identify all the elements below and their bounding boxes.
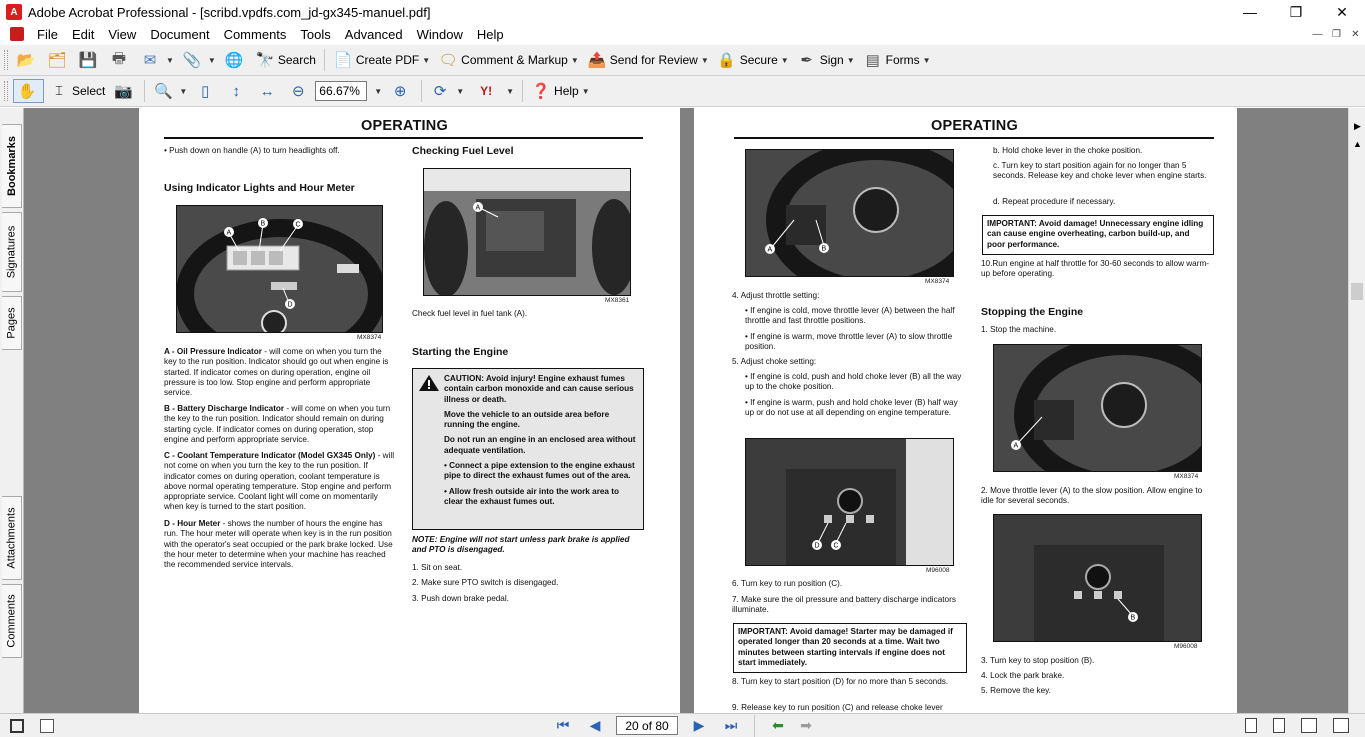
headlights-bullet: • Push down on handle (A) to turn headlights off.: [164, 146, 340, 155]
tab-signatures[interactable]: [2, 212, 22, 292]
indicator-d-body: - shows the number of hours the engine has run. The hour meter will operate when key is in the run position with the operator's seat occupied or the park brake locked. Use the hour meter to determine when your machine has reached the recommended service intervals.: [164, 519, 393, 570]
stop-step-3: 3. Turn key to stop position (B).: [981, 656, 1095, 665]
previous-view-button[interactable]: ⬅: [772, 717, 784, 733]
tab-comments-label: Comments: [5, 594, 18, 648]
section-heading-stopping: Stopping the Engine: [981, 306, 1084, 318]
step-3: 3. Push down brake pedal.: [412, 594, 509, 603]
fuel-text: Check fuel level in fuel tank (A).: [412, 309, 528, 318]
important-box-starter: IMPORTANT: Avoid damage! Starter may be damaged if operated longer than 20 seconds at a time. Wait two minutes between starting intervals if engine does not start immediately.: [733, 623, 967, 673]
comment-icon: 🗨: [438, 52, 458, 69]
fit-width-icon: ↔: [259, 82, 275, 100]
separator: [144, 80, 145, 102]
label-d: D: [814, 542, 820, 550]
page-number-input[interactable]: 20 of 80: [616, 716, 678, 735]
step-8: 8. Turn key to start position (D) for no more than 5 seconds.: [732, 677, 949, 686]
figure-caption: MX8374: [357, 334, 382, 341]
figure-caption: MX8374: [925, 278, 950, 285]
toolbar-grip[interactable]: [4, 50, 8, 70]
continuous-facing-layout-icon[interactable]: [1333, 718, 1349, 733]
dashboard-illustration: [177, 206, 383, 333]
label-b: B: [821, 245, 827, 253]
step-b: b. Hold choke lever in the choke position.: [993, 146, 1143, 155]
status-bar: [0, 713, 1365, 737]
select-label: Select: [72, 84, 106, 98]
tab-pages-label: Pages: [5, 307, 18, 339]
separator: [522, 80, 523, 102]
stop-step-4: 4. Lock the park brake.: [981, 671, 1065, 680]
key-switch-image: [745, 438, 954, 566]
fit-page-button[interactable]: [223, 79, 252, 103]
dashboard-image: [176, 205, 383, 333]
zoom-dropdown[interactable]: ▼: [374, 86, 383, 96]
page-header: OPERATING: [361, 118, 448, 134]
navigation-panel: [0, 108, 24, 713]
note-text: NOTE: Engine will not start unless park brake is applied and PTO is disengaged.: [412, 535, 630, 555]
zoom-out-button[interactable]: [285, 79, 314, 103]
vertical-scrollbar[interactable]: [1348, 108, 1365, 713]
menu-document[interactable]: Document: [150, 26, 210, 42]
stop-step-1: 1. Stop the machine.: [981, 325, 1057, 334]
panel-toggle-icon[interactable]: [10, 719, 24, 733]
lock-icon: 🔒: [717, 52, 737, 69]
review-icon: 📤: [587, 52, 607, 69]
yahoo-icon: Y!: [480, 84, 493, 98]
snapshot-button[interactable]: [110, 79, 139, 103]
rotate-icon: ⟳: [433, 83, 447, 100]
step-6: 6. Turn key to run position (C).: [732, 579, 843, 588]
forms-label: Forms: [885, 53, 920, 67]
label-c: C: [833, 542, 839, 550]
select-tool-button[interactable]: [46, 79, 108, 103]
window-controls: [1227, 0, 1365, 24]
indicator-a-text: [164, 347, 396, 398]
create-pdf-label: Create PDF: [355, 53, 420, 67]
tab-signatures-label: Signatures: [5, 225, 18, 279]
caution-text-3: Do not run an engine in an enclosed area without adequate ventilation.: [444, 435, 636, 455]
send-for-review-label: Send for Review: [609, 53, 698, 67]
label-c: C: [295, 221, 301, 229]
warning-icon: [418, 374, 440, 392]
email-button[interactable]: ✉ ▼: [137, 48, 177, 72]
indicator-a-title: A - Oil Pressure Indicator: [164, 347, 262, 356]
menu-comments[interactable]: Comments: [223, 26, 287, 42]
next-view-button[interactable]: ➡: [800, 717, 812, 733]
first-page-button[interactable]: ⏮: [556, 717, 570, 733]
forms-button[interactable]: ▤ Forms ▼: [860, 48, 934, 72]
page-options-icon[interactable]: [40, 719, 54, 733]
indicator-b-body: - will come on when you turn the key to the run position. Indicator should remain on during starting cycle. If indicator comes on during operation, stop engine and perform appropriate service.: [164, 404, 391, 444]
help-button[interactable]: ❓ Help ▼: [531, 83, 590, 100]
create-pdf-icon: 📄: [333, 52, 353, 69]
last-page-button[interactable]: ⏭: [724, 717, 738, 733]
organizer-icon: 🗂: [47, 52, 67, 69]
sign-button[interactable]: ✒ Sign ▼: [794, 48, 858, 72]
doc-restore-icon[interactable]: ❐: [1332, 28, 1341, 40]
email-icon: ✉: [143, 52, 157, 69]
steering-wheel-illustration: [746, 150, 954, 277]
send-for-review-button[interactable]: 📤 Send for Review ▼: [587, 52, 709, 69]
step-7: 7. Make sure the oil pressure and battery discharge indicators illuminate.: [732, 595, 956, 615]
page-header: OPERATING: [931, 118, 1018, 134]
caution-box: [412, 368, 644, 530]
caution-text-1: CAUTION: Avoid injury! Engine exhaust fumes contain carbon monoxide and can cause serious illness or death.: [444, 374, 634, 404]
label-a: A: [767, 246, 773, 254]
print-button[interactable]: [106, 48, 135, 72]
section-heading-indicators: Using Indicator Lights and Hour Meter: [164, 182, 355, 194]
zoom-in-tool-button[interactable]: 🔍 ▼: [154, 83, 188, 100]
throttle-choke-image: [745, 149, 954, 277]
rotate-button[interactable]: ⟳ ▼: [427, 79, 467, 103]
tab-pages[interactable]: [2, 296, 22, 350]
pdf-icon: A: [6, 4, 22, 20]
folder-icon: 📂: [16, 52, 36, 69]
figure-caption: M96008: [926, 567, 950, 574]
label-b: B: [1130, 614, 1136, 622]
paperclip-icon: 📎: [182, 52, 202, 69]
toolbar-grip[interactable]: [4, 81, 8, 101]
indicator-d-text: [164, 519, 396, 570]
stop-key-image: [993, 514, 1202, 642]
step-4-warm: • If engine is warm, move throttle lever (A) to slow throttle position.: [745, 332, 953, 352]
indicator-c-text: [164, 451, 396, 513]
hand-icon: ✋: [17, 83, 37, 100]
minimize-icon[interactable]: —: [1243, 4, 1257, 20]
caution-text-2: Move the vehicle to an outside area before running the engine.: [444, 409, 610, 430]
title-bar: [0, 0, 1365, 24]
separator: [754, 715, 755, 737]
step-4-cold: • If engine is cold, move throttle lever (A) between the half throttle and fast throttle positions.: [745, 306, 955, 326]
plus-circle-icon: ⊕: [393, 83, 407, 100]
secure-label: Secure: [739, 53, 778, 67]
caution-text-5: • Allow fresh outside air into the work area to clear the exhaust fumes out.: [444, 486, 619, 506]
search-label: Search: [277, 53, 316, 67]
open-button[interactable]: [13, 48, 42, 72]
fit-page-icon: ↕: [232, 82, 241, 100]
indicator-b-title: B - Battery Discharge Indicator: [164, 404, 285, 413]
label-b: B: [260, 220, 266, 228]
figure-caption: MX8374: [1174, 473, 1199, 480]
menu-view[interactable]: View: [108, 26, 137, 42]
view-toolbar: [0, 76, 1365, 107]
step-5: 5. Adjust choke setting:: [732, 357, 817, 366]
zoom-in-button[interactable]: [387, 79, 416, 103]
separator: [421, 80, 422, 102]
create-pdf-button[interactable]: 📄 Create PDF ▼: [333, 52, 431, 69]
print-icon: 🖶: [111, 49, 127, 67]
fuel-tank-image: [423, 168, 631, 296]
menu-bar: [0, 24, 1365, 44]
magnifier-icon: 🔍: [154, 83, 173, 100]
menu-help[interactable]: Help: [476, 26, 504, 42]
stop-wheel-illustration: [994, 345, 1202, 472]
comment-markup-label: Comment & Markup: [461, 53, 568, 67]
document-window-controls: [1308, 24, 1365, 44]
scrollbar-thumb[interactable]: [1351, 283, 1363, 300]
globe-icon: 🌐: [224, 52, 244, 69]
step-4: 4. Adjust throttle setting:: [732, 291, 820, 300]
hand-tool-button[interactable]: [13, 79, 44, 103]
help-icon: ❓: [531, 83, 551, 100]
secure-button[interactable]: 🔒 Secure ▼: [717, 52, 789, 69]
stop-step-5: 5. Remove the key.: [981, 686, 1051, 695]
step-2: 2. Make sure PTO switch is disengaged.: [412, 578, 559, 587]
fit-width-button[interactable]: [254, 79, 283, 103]
pdf-page-right: [694, 108, 1237, 713]
header-rule: [164, 137, 643, 139]
section-heading-fuel: Checking Fuel Level: [412, 145, 514, 157]
facing-layout-icon[interactable]: [1301, 718, 1317, 733]
sign-label: Sign: [819, 53, 844, 67]
cursor-icon: ⌶: [55, 83, 63, 98]
camera-icon: 📷: [114, 83, 133, 100]
menu-advanced[interactable]: Advanced: [344, 26, 403, 42]
label-a: A: [1013, 442, 1019, 450]
stop-throttle-image: [993, 344, 1202, 472]
stop-step-2: 2. Move throttle lever (A) to the slow position. Allow engine to idle for several seconds.: [981, 486, 1203, 506]
menu-tools[interactable]: Tools: [300, 26, 331, 42]
header-rule: [734, 137, 1214, 139]
next-page-button[interactable]: ▶: [693, 717, 705, 733]
binoculars-icon: 🔭: [255, 52, 275, 69]
attach-button[interactable]: 📎 ▼: [182, 52, 216, 69]
step-10: 10.Run engine at half throttle for 30-60 seconds to allow warm-up before operating.: [981, 259, 1210, 279]
tab-bookmarks[interactable]: [2, 124, 22, 208]
file-toolbar: [0, 45, 1365, 76]
menu-edit[interactable]: Edit: [71, 26, 95, 42]
step-5-cold: • If engine is cold, push and hold choke lever (B) all the way up to the choke position.: [745, 372, 962, 392]
web-search-button[interactable]: [221, 48, 250, 72]
pen-icon: ✒: [800, 52, 813, 69]
help-label: Help: [554, 84, 579, 98]
window-title: Adobe Acrobat Professional - [scribd.vpdfs.com_jd-gx345-manuel.pdf]: [28, 4, 431, 20]
step-c: c. Turn key to start position again for no longer than 5 seconds. Release key and choke lever when engine starts.: [993, 161, 1207, 181]
restore-icon[interactable]: ❐: [1289, 3, 1303, 20]
indicator-b-text: [164, 404, 396, 445]
tab-bookmarks-label: Bookmarks: [5, 136, 18, 196]
doc-close-icon[interactable]: ✕: [1351, 28, 1360, 40]
page-icon: ▯: [201, 83, 210, 100]
scroll-up-arrow-icon[interactable]: ▲: [1353, 139, 1362, 149]
separator: [324, 49, 325, 71]
menu-window[interactable]: Window: [416, 26, 463, 42]
document-icon[interactable]: [10, 27, 24, 41]
doc-minimize-icon[interactable]: —: [1312, 28, 1323, 40]
forms-icon: ▤: [865, 52, 880, 69]
pdf-page-left: [139, 108, 680, 713]
step-5-warm: • If engine is warm, push and hold choke lever (B) half way up or do not use at all depending on engine temperature.: [745, 398, 958, 418]
tab-comments[interactable]: [2, 584, 22, 658]
step-9: 9. Release key to run position (C) and release choke lever: [732, 703, 943, 712]
label-d: D: [287, 301, 293, 309]
single-page-layout-icon[interactable]: [1245, 718, 1257, 733]
step-1: 1. Sit on seat.: [412, 563, 463, 572]
tab-attachments-label: Attachments: [5, 507, 18, 569]
label-a: A: [226, 229, 232, 237]
organizer-button[interactable]: [44, 48, 73, 72]
tab-attachments[interactable]: [2, 496, 22, 580]
indicator-c-body: - will not come on when you turn the key to the run position. If indicator comes on during operation, coolant temperature is above normal operating temperature. Stop engine and perform appropriate service. Coolant light will come on momentarily when key is turned to the start position.: [164, 451, 395, 512]
zoom-level-input[interactable]: 66.67%: [315, 81, 367, 101]
indicator-d-title: D - Hour Meter: [164, 519, 221, 528]
indicator-a-body: - will come on when you turn the key to the run position. Indicator should go out when engine is started. If indicator comes on during operation, engine oil pressure is too low. Stop engine and perform appropriate service.: [164, 347, 389, 398]
figure-caption: M96008: [1174, 643, 1198, 650]
save-icon: 💾: [78, 52, 98, 69]
close-icon[interactable]: ✕: [1336, 3, 1348, 20]
previous-page-button[interactable]: ◀: [589, 717, 601, 733]
minus-circle-icon: ⊖: [291, 83, 305, 100]
actual-size-button[interactable]: [192, 79, 221, 103]
caution-text-4: • Connect a pipe extension to the engine exhaust pipe to direct the exhaust fumes out of the area.: [444, 461, 635, 481]
yahoo-button[interactable]: Y! ▼: [469, 79, 517, 103]
fuel-tank-illustration: [424, 169, 631, 296]
save-button[interactable]: [75, 48, 104, 72]
figure-caption: MX8361: [605, 297, 630, 304]
label-a: A: [475, 204, 481, 212]
menu-file[interactable]: File: [37, 26, 58, 42]
section-heading-starting: Starting the Engine: [412, 346, 509, 358]
step-d: d. Repeat procedure if necessary.: [993, 197, 1116, 206]
important-box-idling: IMPORTANT: Avoid damage! Unnecessary engine idling can cause engine overheating, carbon build-up, and poor performance.: [982, 215, 1214, 255]
comment-markup-button[interactable]: 🗨 Comment & Markup ▼: [438, 52, 579, 69]
search-button[interactable]: [252, 48, 319, 72]
indicator-c-title: C - Coolant Temperature Indicator (Model GX345 Only): [164, 451, 376, 460]
key-switch-illustration: [746, 439, 954, 566]
stop-key-illustration: [994, 515, 1202, 642]
continuous-layout-icon[interactable]: [1273, 718, 1285, 733]
scroll-right-arrow-icon[interactable]: ▶: [1354, 120, 1361, 131]
